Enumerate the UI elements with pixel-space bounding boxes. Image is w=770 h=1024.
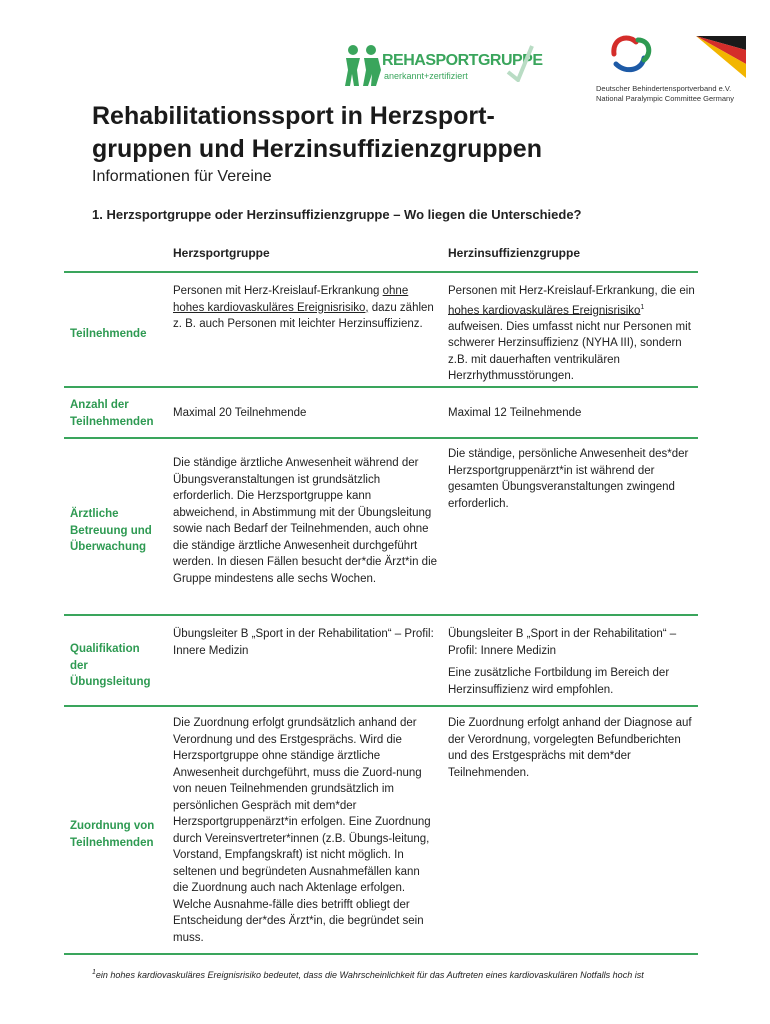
cell-teilnehmende-herzsport: Personen mit Herz-Kreislauf-Erkrankung ohne hohes kardiovaskuläres Ereignisrisiko, dazu zählen z. B. auch Personen mit leichter Herzinsuffizienz. <box>173 285 434 330</box>
row-label-teilnehmende: Teilnehmende <box>70 328 147 340</box>
cell-betreuung-herzsport: Die ständige ärztliche Anwesenheit während der Übungsveranstaltungen ist grundsätzlich erforderlich. Die Herzsportgruppe kann abweichend, in Abstimmung mit der Übungsleitung sowie nach Bedarf der Teilnehmenden, auch ohne die ständige ärztliche Anwesenheit durchgeführt werden. In diesen Fällen besucht der*die Ärzt*in die Gruppe mindestens alle sechs Wochen. <box>173 457 438 585</box>
table-divider <box>64 437 698 439</box>
checkmark-icon <box>504 42 534 82</box>
reha-logo-sub: anerkannt+zertifiziert <box>384 71 468 81</box>
table-divider <box>64 271 698 273</box>
paralympic-agitos-icon <box>596 28 746 80</box>
cell-anzahl-herzsport: Maximal 20 Teilnehmende <box>173 407 307 419</box>
table-divider <box>64 953 698 955</box>
cell-qualifikation-herzsport: Übungsleiter B „Sport in der Rehabilitation“ – Profil: Innere Medizin <box>173 628 434 657</box>
section-title: 1. Herzsportgruppe oder Herzinsuffizienzgruppe – Wo liegen die Unterschiede? <box>92 207 582 222</box>
dbs-name-line2: National Paralympic Committee Germany <box>596 94 734 103</box>
cell-anzahl-herzinsuffizienz: Maximal 12 Teilnehmende <box>448 407 582 419</box>
cell-zuordnung-herzsport: Die Zuordnung erfolgt grundsätzlich anhand der Verordnung und des Erstgesprächs. Wird die Herzsportgruppe ohne ständige ärztliche Anwesenheit durchgeführt, muss die Zuord-nung von neuen Teilnehmenden grundsätzlich im persönlichen Gespräch mit dem*der Herzsportgruppenärzt*in erfolgen. Eine Zuordnung durch Vereinsvertreter*innen (z.B. Übungs-leitung, Vorstand, Empfangskraft) ist nicht möglich. In seltenen und begründeten Ausnahmefällen kann die Zuordnung auch nach Aktenlage erfolgen. Welche Ausnahme-fälle dies betrifft obliegt der Entscheidung der*des Ärzt*in, die begründet sein muss. <box>173 717 431 944</box>
table-divider <box>64 614 698 616</box>
page-title-line2: gruppen und Herzinsuffizienzgruppen <box>92 135 542 163</box>
page-subtitle: Informationen für Vereine <box>92 168 272 185</box>
reha-logo-name: REHASPORTGRUPPE <box>382 52 543 69</box>
cell-betreuung-herzinsuffizienz: Die ständige, persönliche Anwesenheit des*der Herzsportgruppenärzt*in ist während der gesamten Übungsveranstaltungen zwingend erforderlich. <box>448 448 689 510</box>
cell-qualifikation-herzinsuffizienz-extra: Eine zusätzliche Fortbildung im Bereich der Herzinsuffizienz wird empfohlen. <box>448 667 670 696</box>
dbs-name-line1: Deutscher Behindertensportverband e.V. <box>596 84 732 93</box>
page-title-line1: Rehabilitationssport in Herzsport- <box>92 102 495 130</box>
cell-teilnehmende-herzinsuffizienz: Personen mit Herz-Kreislauf-Erkrankung, die ein hohes kardiovaskuläres Ereignisrisiko$^1$ aufweisen. Dies umfasst nicht nur Personen mit schwerer Herzinsuffizienz (NYHA III), sondern z.B. mit dauerhaften ventrikulären Herzrhythmusstörungen. <box>448 285 695 383</box>
row-label-betreuung: Ärztliche Betreuung und Überwachung <box>70 508 152 553</box>
column-header-herzsportgruppe: Herzsportgruppe <box>173 246 270 260</box>
cell-qualifikation-herzinsuffizienz: Übungsleiter B „Sport in der Rehabilitation“ – Profil: Innere Medizin <box>448 628 677 657</box>
cell-zuordnung-herzinsuffizienz: Die Zuordnung erfolgt anhand der Diagnose auf der Verordnung, vorgelegten Befundberichten und des Erstgesprächs mit dem*der Teilnehmenden. <box>448 717 692 779</box>
dbs-logo <box>596 28 756 108</box>
table-divider <box>64 705 698 707</box>
row-label-zuordnung: Zuordnung von Teilnehmenden <box>70 820 155 849</box>
row-label-qualifikation: Qualifikation der Übungsleitung <box>70 643 151 688</box>
page-title <box>92 100 542 166</box>
table-divider <box>64 386 698 388</box>
people-icon <box>344 44 382 88</box>
rehasportgruppe-logo <box>344 40 543 94</box>
footnote: $^1$ein hohes kardiovaskuläres Ereignisrisiko bedeutet, dass die Wahrscheinlichkeit für das Auftreten eines kardiovaskulären Notfalls hoch ist <box>92 969 644 980</box>
column-header-herzinsuffizienzgruppe: Herzinsuffizienzgruppe <box>448 246 581 260</box>
row-label-anzahl: Anzahl der Teilnehmenden <box>70 399 154 428</box>
